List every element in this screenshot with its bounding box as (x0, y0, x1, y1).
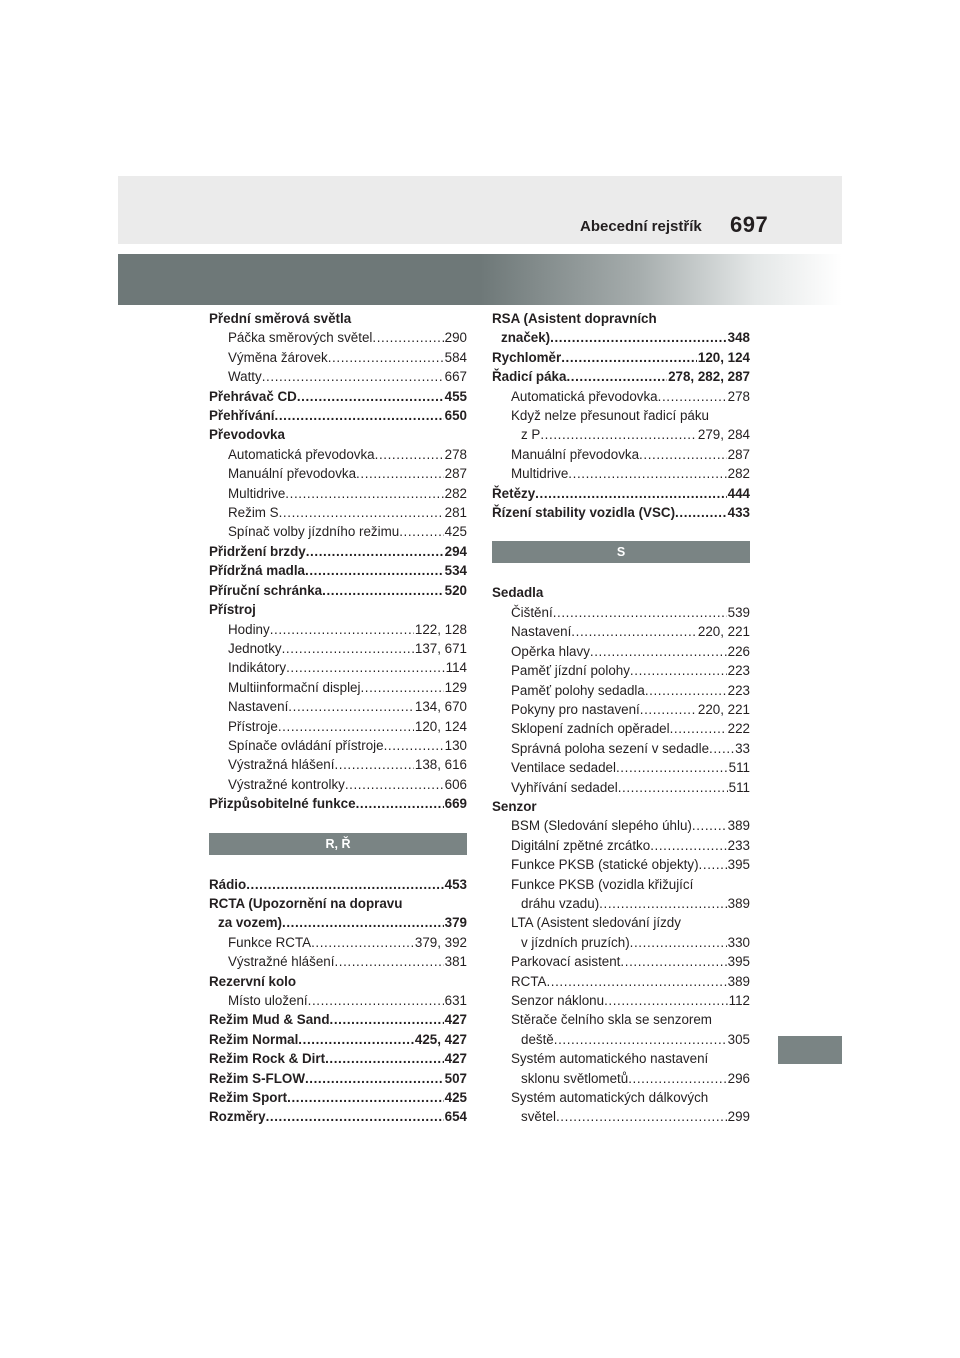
index-entry-label: Funkce PKSB (statické objekty) (511, 857, 699, 873)
index-entry (492, 758, 750, 777)
index-entry (209, 639, 467, 658)
index-entry-page: 120, 124 (414, 718, 467, 734)
dot-leader (345, 775, 444, 794)
index-entry (209, 309, 467, 328)
dot-leader (709, 739, 734, 758)
index-entry-label: Ventilace sedadel (511, 760, 616, 776)
dot-leader (540, 425, 697, 444)
index-entry-label: Spínač volby jízdního režimu (228, 524, 400, 540)
index-entry-label: Rádio (209, 876, 247, 892)
dot-leader (556, 1107, 727, 1126)
index-entry-label: Přehřívání (209, 408, 275, 424)
index-entry (209, 348, 467, 367)
index-entry-page: 282 (727, 466, 750, 482)
index-entry (209, 1030, 467, 1049)
index-entry-page: 379 (444, 915, 467, 931)
dot-leader (399, 522, 443, 541)
index-entry (209, 717, 467, 736)
index-entry (209, 522, 467, 541)
dot-leader (278, 717, 414, 736)
index-entry-label: světel (521, 1109, 556, 1125)
dot-leader (554, 1030, 727, 1049)
dot-leader (356, 464, 444, 483)
index-entry-label: Manuální převodovka (511, 446, 640, 462)
index-entry-page: 425 (444, 1090, 467, 1106)
dot-leader (282, 639, 414, 658)
index-entry (492, 1030, 750, 1049)
index-entry-label: Jednotky (228, 640, 282, 656)
index-entry (209, 697, 467, 716)
index-entry (492, 387, 750, 406)
index-entry-page: 539 (727, 604, 750, 620)
index-entry-label: RSA (Asistent dopravních (492, 311, 657, 326)
index-entry (492, 797, 750, 816)
index-entry-page: 278 (727, 388, 750, 404)
index-entry-label: Automatická převodovka (511, 388, 658, 404)
index-entry-page: 299 (727, 1109, 750, 1125)
index-entry (492, 739, 750, 758)
dot-leader (298, 1030, 414, 1049)
index-entry (492, 583, 750, 602)
index-entry (492, 1069, 750, 1088)
index-entry-page: 511 (728, 779, 750, 795)
index-entry-label: Režim Mud & Sand (209, 1012, 330, 1028)
index-entry-label: Režim S-FLOW (209, 1070, 305, 1086)
index-entry-label: Řadicí páka (492, 369, 567, 385)
index-entry-label: Pokyny pro nastavení (511, 701, 640, 717)
index-entry (492, 406, 750, 425)
index-entry (492, 875, 750, 894)
index-entries-group (209, 309, 467, 814)
index-entry-label: Režim Rock & Dirt (209, 1051, 326, 1067)
index-entry-label: dráhu vzadu) (521, 895, 600, 911)
index-entry-page: 654 (444, 1109, 467, 1125)
index-entry-label: Řízení stability vozidla (VSC) (492, 505, 676, 521)
index-entry-label: Funkce PKSB (vozidla křižující (511, 876, 694, 892)
index-entry-page: 120, 124 (697, 349, 750, 365)
index-entry-page: 427 (444, 1012, 467, 1028)
index-entry-label: Přizpůsobitelné funkce (209, 796, 356, 812)
index-entry-label: Režim Normal (209, 1031, 299, 1047)
index-entry-label: Rozměry (209, 1109, 266, 1125)
dot-leader (550, 328, 727, 347)
index-entry-label: Výměna žárovek (228, 349, 328, 365)
index-entry-label: LTA (Asistent sledování jízdy (511, 915, 681, 931)
index-entry (492, 661, 750, 680)
index-entry-label: Přehrávač CD (209, 388, 297, 404)
dot-leader (639, 445, 727, 464)
index-entries-group (209, 875, 467, 1127)
dot-leader (692, 816, 727, 835)
dot-leader (535, 484, 726, 503)
dot-leader (604, 991, 728, 1010)
index-entry-page: 279, 284 (697, 427, 750, 443)
section-title: Abecední rejstřík (580, 218, 702, 235)
dot-leader (675, 503, 727, 522)
index-entry (209, 581, 467, 600)
index-entry (209, 1049, 467, 1068)
index-entry-label: Paměť jízdní polohy (511, 663, 630, 679)
dot-leader (360, 678, 443, 697)
index-entry (209, 794, 467, 813)
index-entry-label: Nastavení (228, 699, 289, 715)
index-entry-label: Manuální převodovka (228, 466, 357, 482)
index-entry-page: 425 (444, 524, 467, 540)
index-entry (209, 542, 467, 561)
index-entry (209, 678, 467, 697)
dot-leader (286, 658, 445, 677)
index-entry (209, 736, 467, 755)
index-entry-page: 631 (444, 993, 467, 1008)
index-entry (209, 367, 467, 386)
index-entry-label: Parkovací asistent (511, 954, 621, 970)
index-entry-page: 381 (444, 954, 467, 970)
index-entry-label: Stěrače čelního skla se senzorem (511, 1012, 712, 1028)
index-entry-label: Přístroj (209, 602, 256, 618)
index-entry-page: 395 (727, 954, 750, 970)
index-entry (492, 681, 750, 700)
index-entry-page: 287 (444, 466, 467, 482)
index-entry (209, 1010, 467, 1029)
index-entry (209, 484, 467, 503)
dot-leader (628, 1069, 726, 1088)
index-entries-group (492, 583, 750, 1126)
index-entry-page: 233 (727, 837, 750, 853)
dot-leader (305, 1069, 444, 1088)
index-entry (492, 445, 750, 464)
index-entry-label: za vozem) (218, 915, 282, 931)
dot-leader (322, 581, 444, 600)
index-entry (209, 1069, 467, 1088)
index-entry (492, 622, 750, 641)
index-entry-label: RCTA (511, 973, 547, 989)
header-gradient-band (118, 254, 842, 305)
dot-leader (308, 991, 444, 1010)
index-entry-label: Výstražné hlášení (228, 954, 335, 970)
index-entry (209, 561, 467, 580)
dot-leader (306, 542, 444, 561)
index-entry (492, 1049, 750, 1068)
index-entry-label: v jízdních pruzích) (521, 934, 630, 950)
index-entry-page: 650 (444, 408, 467, 424)
index-entry (492, 603, 750, 622)
index-entry-page: 507 (444, 1070, 467, 1086)
dot-leader (620, 952, 726, 971)
index-entry (209, 913, 467, 932)
index-entry-page: 122, 128 (414, 621, 467, 637)
index-entry-page: 223 (727, 663, 750, 679)
dot-leader (618, 778, 728, 797)
index-entry-label: Opěrka hlavy (511, 643, 590, 659)
dot-leader (282, 913, 444, 932)
index-entry (209, 1088, 467, 1107)
index-entry-page: 455 (444, 388, 467, 404)
index-entry (492, 484, 750, 503)
dot-leader (650, 836, 726, 855)
dot-leader (334, 755, 413, 774)
index-entry (209, 445, 467, 464)
index-entry-label: Výstražné kontrolky (228, 776, 345, 792)
dot-leader (670, 719, 727, 738)
index-entry (492, 972, 750, 991)
index-entry-page: 296 (727, 1070, 750, 1086)
index-entry-label: Přední směrová světla (209, 311, 352, 326)
index-entry-page: 226 (727, 643, 750, 659)
index-entry-label: značek) (501, 330, 551, 346)
index-entry-label: Automatická převodovka (228, 446, 375, 462)
index-entry-label: Výstražná hlášení (228, 757, 335, 773)
index-entry-label: Příruční schránka (209, 582, 323, 598)
index-entry-page: 389 (727, 895, 750, 911)
dot-leader (599, 894, 726, 913)
letter-heading-bar: R, Ř (209, 833, 467, 855)
index-entry (492, 778, 750, 797)
dot-leader (279, 503, 444, 522)
index-entries-group (492, 309, 750, 522)
index-entry-label: Sklopení zadních opěradel (511, 721, 670, 737)
dot-leader (699, 855, 727, 874)
index-entry-label: deště (521, 1031, 554, 1047)
index-entry-page: 433 (727, 505, 750, 521)
index-entry-label: Nastavení (511, 624, 572, 640)
index-entry-page: 294 (444, 543, 467, 559)
letter-heading-bar: S (492, 541, 750, 563)
index-entry (209, 875, 467, 894)
index-entry-label: Režim S (228, 505, 279, 521)
dot-leader (356, 794, 444, 813)
section-thumb-tab (778, 1036, 842, 1064)
dot-leader (297, 387, 444, 406)
index-entry (492, 1010, 750, 1029)
dot-leader (375, 445, 444, 464)
index-entry-page: 222 (727, 721, 750, 737)
index-entry (209, 991, 467, 1010)
index-entry (492, 328, 750, 347)
index-entry-page: 395 (727, 857, 750, 873)
index-entry-page: 223 (727, 682, 750, 698)
index-entry-label: Spínače ovládání přístroje (228, 737, 384, 753)
dot-leader (270, 620, 414, 639)
index-entry (209, 328, 467, 347)
index-entry-page: 130 (444, 737, 467, 753)
index-entry (492, 952, 750, 971)
index-entry (492, 464, 750, 483)
index-entry (492, 1107, 750, 1126)
index-entry-label: Paměť polohy sedadla (511, 682, 645, 698)
index-entry (209, 952, 467, 971)
index-entry-page: 220, 221 (697, 701, 750, 717)
dot-leader (372, 328, 443, 347)
index-entry-page: 606 (444, 776, 467, 792)
dot-leader (640, 700, 697, 719)
index-entry-page: 278 (444, 446, 467, 462)
index-entry-label: Indikátory (228, 660, 287, 676)
index-entry-page: 584 (444, 349, 467, 365)
index-entry (209, 972, 467, 991)
dot-leader (384, 736, 444, 755)
index-entry (492, 894, 750, 913)
index-entry (492, 816, 750, 835)
index-entry-label: Multidrive (511, 466, 569, 482)
dot-leader (328, 348, 444, 367)
index-entry (209, 503, 467, 522)
index-entry (209, 620, 467, 639)
index-entry-page: 534 (444, 563, 467, 579)
index-entry (492, 642, 750, 661)
index-entry-label: Hodiny (228, 621, 270, 637)
index-entry-page: 112 (728, 993, 750, 1008)
index-entry (492, 309, 750, 328)
dot-leader (645, 681, 727, 700)
index-entry (209, 406, 467, 425)
index-entry (209, 755, 467, 774)
index-entry-page: 278, 282, 287 (668, 369, 750, 385)
index-entry-label: BSM (Sledování slepého úhlu) (511, 818, 692, 834)
dot-leader (305, 561, 444, 580)
index-entry-page: 389 (727, 973, 750, 989)
index-entry-label: Místo uložení (228, 993, 308, 1008)
index-entry-label: Přidržení brzdy (209, 543, 306, 559)
index-entry (209, 425, 467, 444)
index-entry-page: 667 (444, 369, 467, 385)
index-entry-label: sklonu světlometů (521, 1070, 629, 1086)
dot-leader (630, 661, 727, 680)
dot-leader (334, 952, 443, 971)
index-entry-label: Funkce RCTA (228, 934, 312, 950)
index-entry-label: Watty (228, 369, 262, 385)
index-entry-label: Vyhřívání sedadel (511, 779, 618, 795)
dot-leader (616, 758, 728, 777)
index-entry-label: Režim Sport (209, 1090, 288, 1106)
dot-leader (266, 1107, 444, 1126)
index-entry-page: 138, 616 (414, 757, 467, 773)
index-entry-label: Digitální zpětné zrcátko (511, 837, 651, 853)
index-entry (209, 775, 467, 794)
index-entry-label: Přístroje (228, 718, 278, 734)
dot-leader (262, 367, 444, 386)
index-entry-page: 33 (735, 740, 750, 756)
index-entry-page: 220, 221 (697, 624, 750, 640)
index-entry (492, 991, 750, 1010)
index-entry-label: Řetězy (492, 485, 536, 501)
index-entry-page: 305 (727, 1031, 750, 1047)
index-entry-label: Rychloměr (492, 349, 562, 365)
index-entry (492, 933, 750, 952)
index-entry-page: 114 (445, 660, 467, 676)
index-entry-page: 134, 670 (414, 699, 467, 715)
dot-leader (275, 406, 444, 425)
index-entry (209, 658, 467, 677)
index-entry-label: Senzor náklonu (511, 993, 605, 1008)
page-number: 697 (730, 212, 769, 237)
index-entry-page: 389 (727, 818, 750, 834)
index-entry-page: 669 (444, 796, 467, 812)
index-entry (209, 464, 467, 483)
index-entry (209, 600, 467, 619)
dot-leader (311, 933, 414, 952)
index-entry-page: 330 (727, 934, 750, 950)
index-entry (492, 855, 750, 874)
dot-leader (287, 1088, 444, 1107)
index-entry-label: Systém automatických dálkových (511, 1090, 709, 1106)
dot-leader (568, 464, 726, 483)
index-entry (209, 933, 467, 952)
index-entry-label: Multiinformační displej (228, 679, 361, 695)
index-entry-page: 129 (444, 679, 467, 695)
index-column-left (209, 309, 467, 1127)
index-entry-label: Páčka směrových světel (228, 330, 373, 346)
index-column-right (492, 309, 750, 1127)
index-entry (209, 1107, 467, 1126)
index-entry (492, 348, 750, 367)
index-entry-label: Rezervní kolo (209, 973, 297, 989)
index-entry-label: z P (521, 427, 541, 443)
dot-leader (571, 622, 697, 641)
index-entry-label: Když nelze přesunout řadicí páku (511, 408, 710, 424)
dot-leader (325, 1049, 444, 1068)
index-entry (209, 894, 467, 913)
index-entry (492, 425, 750, 444)
index-entry-label: Systém automatického nastavení (511, 1051, 709, 1067)
index-entry-label: Multidrive (228, 485, 286, 501)
dot-leader (630, 933, 727, 952)
dot-leader (246, 875, 443, 894)
index-entry-page: 290 (444, 330, 467, 346)
index-entry-page: 453 (444, 876, 467, 892)
index-entry-label: Čištění (511, 604, 553, 620)
index-entry-page: 137, 671 (414, 640, 467, 656)
dot-leader (590, 642, 727, 661)
dot-leader (288, 697, 414, 716)
index-entry-page: 425, 427 (414, 1031, 467, 1047)
dot-leader (553, 603, 727, 622)
dot-leader (561, 348, 697, 367)
index-entry (492, 1088, 750, 1107)
dot-leader (285, 484, 443, 503)
index-entry-page: 281 (444, 505, 467, 521)
dot-leader (546, 972, 726, 991)
index-entry-page: 520 (444, 582, 467, 598)
index-entry-label: RCTA (Upozornění na dopravu (209, 895, 403, 911)
index-entry (492, 367, 750, 386)
index-entry-label: Převodovka (209, 427, 285, 443)
index-entry-page: 427 (444, 1051, 467, 1067)
index-entry-label: Přídržná madla (209, 563, 305, 579)
index-entry-page: 287 (727, 446, 750, 462)
index-entry-page: 348 (727, 330, 750, 346)
index-entry-label: Správná poloha sezení v sedadle (511, 740, 710, 756)
dot-leader (330, 1010, 444, 1029)
index-entry (209, 387, 467, 406)
index-entry-page: 282 (444, 485, 467, 501)
dot-leader (658, 387, 727, 406)
index-entry (492, 700, 750, 719)
index-entry-page: 444 (727, 485, 750, 501)
index-entry-label: Senzor (492, 798, 537, 814)
index-entry (492, 503, 750, 522)
index-entry-page: 379, 392 (414, 934, 467, 950)
index-entry (492, 836, 750, 855)
index-entry-label: Sedadla (492, 585, 544, 601)
index-entry (492, 719, 750, 738)
index-entry (492, 913, 750, 932)
dot-leader (566, 367, 667, 386)
index-entry-page: 511 (728, 760, 750, 776)
